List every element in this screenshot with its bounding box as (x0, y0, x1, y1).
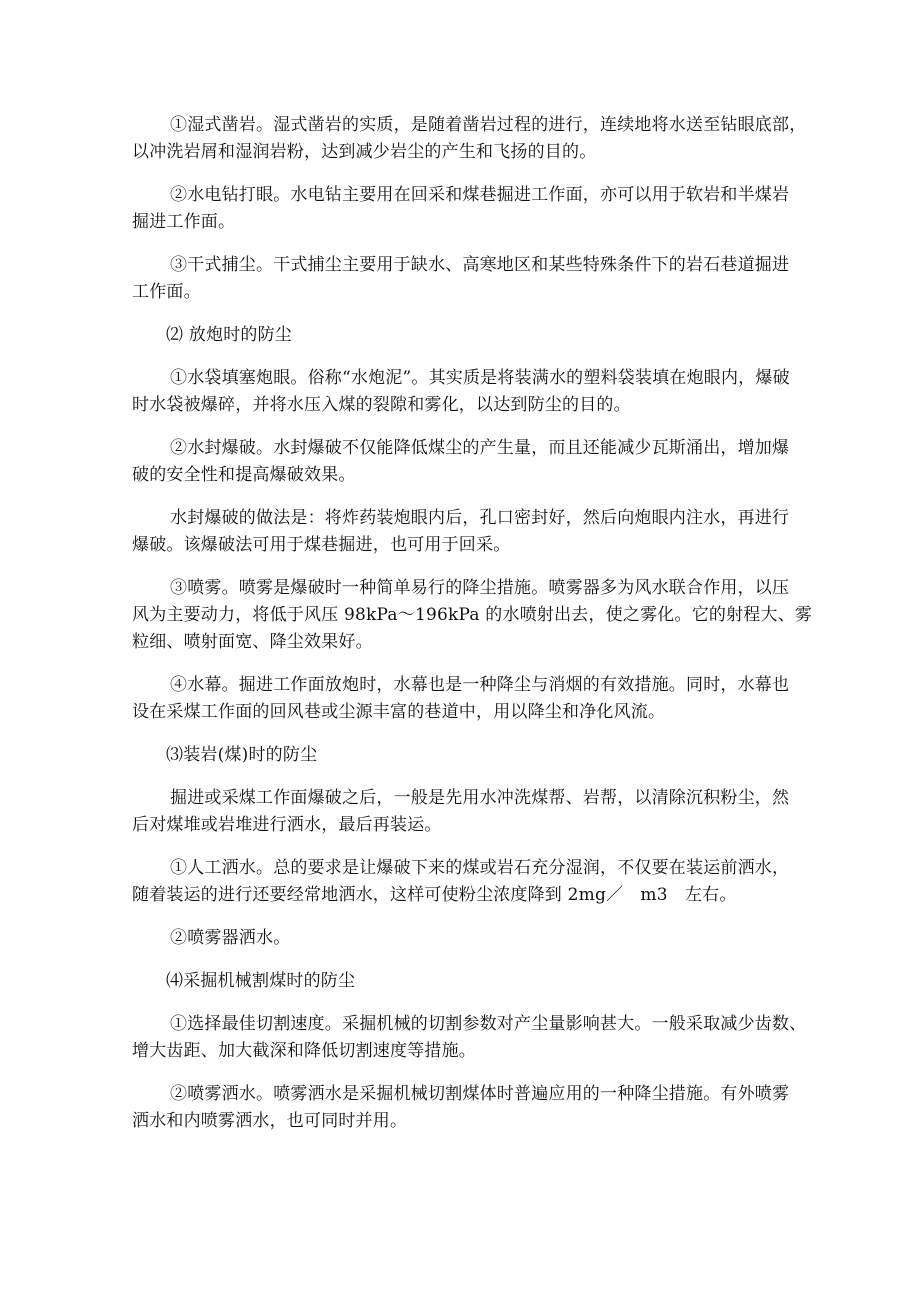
body-paragraph (132, 252, 832, 306)
body-paragraph (132, 365, 832, 419)
body-paragraph (132, 785, 832, 839)
paragraph-line: ③干式捕尘。干式捕尘主要用于缺水、高寒地区和某些特殊条件下的岩石巷道掘进 (170, 255, 790, 275)
paragraph-line: ①选择最佳切割速度。采掘机械的切割参数对产尘量影响甚大。一般采取减少齿数、 (170, 1014, 807, 1034)
paragraph-line: ②喷雾器洒水。 (170, 928, 291, 948)
paragraph-line: 随着装运的进行还要经常地洒水，这样可使粉尘浓度降到 2mg／ m3 左右。 (132, 885, 737, 905)
body-paragraph (132, 672, 832, 726)
paragraph-line: ⑵ 放炮时的防尘 (166, 325, 293, 345)
body-paragraph (132, 182, 832, 236)
paragraph-line: 设在采煤工作面的回风巷或尘源丰富的巷道中，用以降尘和净化风流。 (132, 702, 666, 722)
paragraph-line: 后对煤堆或岩堆进行洒水，最后再装运。 (132, 815, 442, 835)
body-paragraph (132, 855, 832, 909)
paragraph-line: ①湿式凿岩。湿式凿岩的实质，是随着凿岩过程的进行，连续地将水送至钻眼底部， (170, 115, 807, 135)
paragraph-line: 增大齿距、加大截深和降低切割速度等措施。 (132, 1041, 476, 1061)
paragraph-line: 破的安全性和提高爆破效果。 (132, 465, 356, 485)
paragraph-line: 爆破。该爆破法可用于煤巷掘进，也可用于回采。 (132, 535, 511, 555)
document-body (132, 112, 832, 1135)
paragraph-line: ⑶装岩(煤)时的防尘 (166, 745, 318, 765)
paragraph-line: 洒水和内喷雾洒水，也可同时并用。 (132, 1111, 408, 1131)
body-paragraph (132, 112, 832, 166)
paragraph-line: ④水幕。掘进工作面放炮时，水幕也是一种降尘与消烟的有效措施。同时，水幕也 (170, 675, 790, 695)
paragraph-line: ①水袋填塞炮眼。俗称“水炮泥”。其实质是将装满水的塑料袋装填在炮眼内，爆破 (170, 368, 790, 388)
paragraph-line: 工作面。 (132, 282, 201, 302)
section-heading (132, 322, 832, 349)
body-paragraph (132, 925, 832, 952)
paragraph-line: 粒细、喷射面宽、降尘效果好。 (132, 632, 373, 652)
paragraph-line: 时水袋被爆碎，并将水压入煤的裂隙和雾化，以达到防尘的目的。 (132, 395, 631, 415)
paragraph-line: ②水电钻打眼。水电钻主要用在回采和煤巷掘进工作面，亦可以用于软岩和半煤岩 (170, 185, 790, 205)
paragraph-line: ⑷采掘机械割煤时的防尘 (166, 971, 356, 991)
paragraph-line: ②喷雾洒水。喷雾洒水是采掘机械切割煤体时普遍应用的一种降尘措施。有外喷雾 (170, 1084, 790, 1104)
paragraph-line: ②水封爆破。水封爆破不仅能降低煤尘的产生量，而且还能减少瓦斯涌出，增加爆 (170, 438, 790, 458)
paragraph-line: ①人工洒水。总的要求是让爆破下来的煤或岩石充分湿润，不仅要在装运前洒水， (170, 858, 790, 878)
section-heading (132, 968, 832, 995)
section-heading (132, 742, 832, 769)
paragraph-line: ③喷雾。喷雾是爆破时一种简单易行的降尘措施。喷雾器多为风水联合作用，以压 (170, 578, 790, 598)
body-paragraph (132, 575, 832, 656)
paragraph-line: 以冲洗岩屑和湿润岩粉，达到减少岩尘的产生和飞扬的目的。 (132, 142, 597, 162)
body-paragraph (132, 1011, 832, 1065)
paragraph-line: 风为主要动力，将低于风压 98kPa～196kPa 的水喷射出去，使之雾化。它的射程大、雾 (132, 605, 813, 625)
paragraph-line: 掘进或采煤工作面爆破之后，一般是先用水冲洗煤帮、岩帮，以清除沉积粉尘，然 (170, 788, 790, 808)
paragraph-line: 水封爆破的做法是：将炸药装炮眼内后，孔口密封好，然后向炮眼内注水，再进行 (170, 508, 790, 528)
paragraph-line: 掘进工作面。 (132, 212, 236, 232)
body-paragraph (132, 1081, 832, 1135)
body-paragraph (132, 505, 832, 559)
body-paragraph (132, 435, 832, 489)
